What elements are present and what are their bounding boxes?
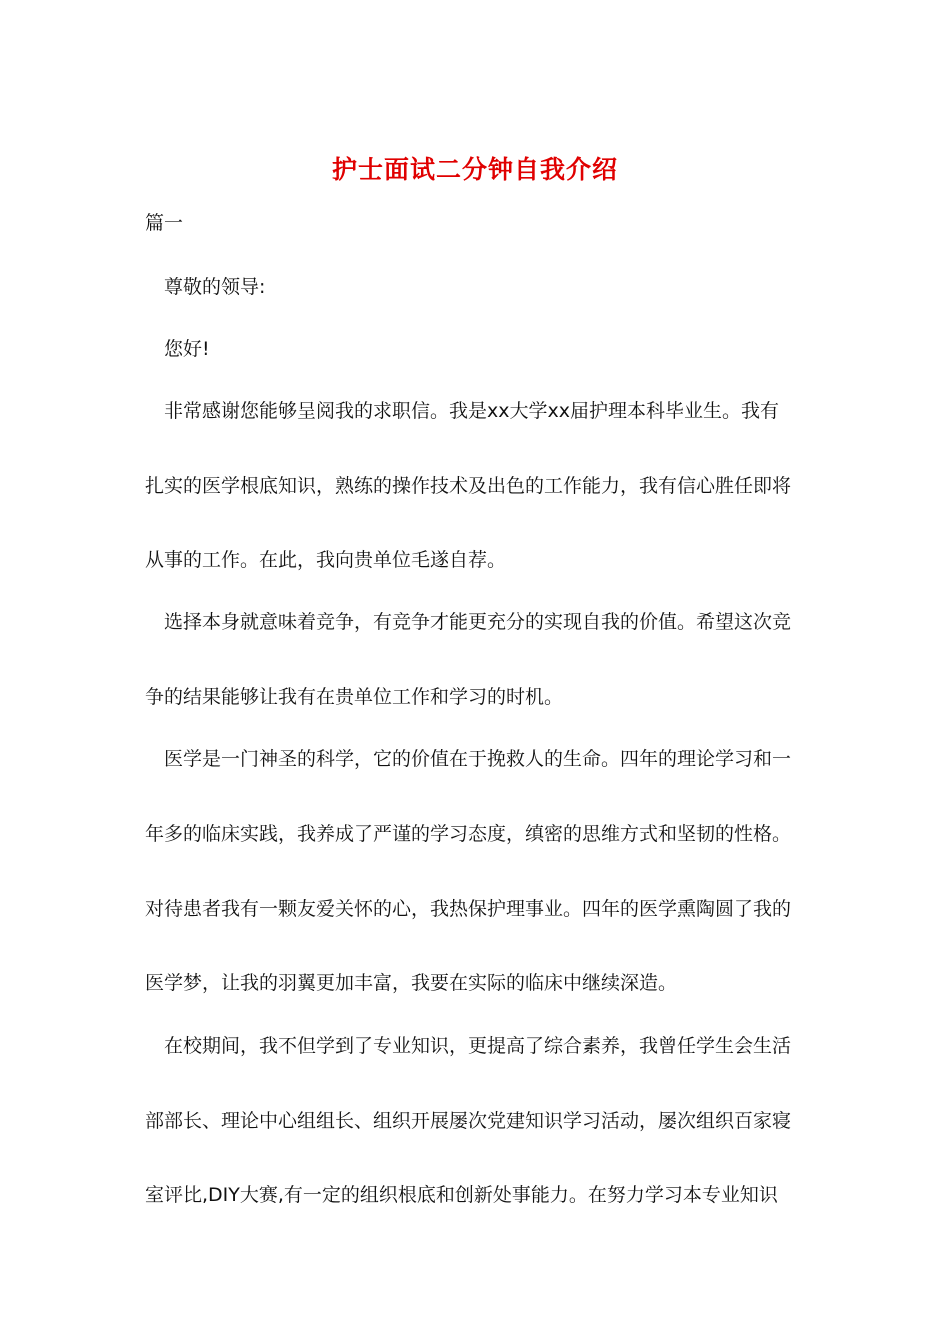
- paragraph-3-line-1: 医学是一门神圣的科学，它的价值在于挽救人的生命。四年的理论学习和一: [164, 748, 792, 770]
- document-title: 护士面试二分钟自我介绍: [331, 155, 618, 184]
- paragraph-4-line-1: 在校期间，我不但学到了专业知识，更提高了综合素养，我曾任学生会生活: [164, 1035, 792, 1057]
- paragraph-1-line-3: 从事的工作。在此，我向贵单位毛遂自荐。: [145, 549, 507, 571]
- paragraph-3-line-3: 对待患者我有一颗友爱关怀的心，我热保护理事业。四年的医学熏陶圆了我的: [145, 898, 792, 920]
- salutation: 尊敬的领导:: [164, 276, 266, 298]
- paragraph-4-line-2: 部部长、理论中心组组长、组织开展屡次党建知识学习活动，屡次组织百家寝: [145, 1110, 792, 1132]
- paragraph-3-line-4: 医学梦，让我的羽翼更加丰富，我要在实际的临床中继续深造。: [145, 972, 678, 994]
- paragraph-1-line-2: 扎实的医学根底知识，熟练的操作技术及出色的工作能力，我有信心胜任即将: [145, 475, 792, 497]
- greeting: 您好!: [164, 338, 210, 360]
- paragraph-4-line-3: 室评比,DIY大赛,有一定的组织根底和创新处事能力。在努力学习本专业知识: [145, 1184, 778, 1206]
- paragraph-2-line-1: 选择本身就意味着竞争，有竞争才能更充分的实现自我的价值。希望这次竞: [164, 611, 792, 633]
- section-heading: 篇一: [145, 212, 184, 234]
- paragraph-2-line-2: 争的结果能够让我有在贵单位工作和学习的时机。: [145, 686, 564, 708]
- paragraph-3-line-2: 年多的临床实践，我养成了严谨的学习态度，缜密的思维方式和坚韧的性格。: [145, 823, 792, 845]
- paragraph-1-line-1: 非常感谢您能够呈阅我的求职信。我是xx大学xx届护理本科毕业生。我有: [164, 400, 779, 422]
